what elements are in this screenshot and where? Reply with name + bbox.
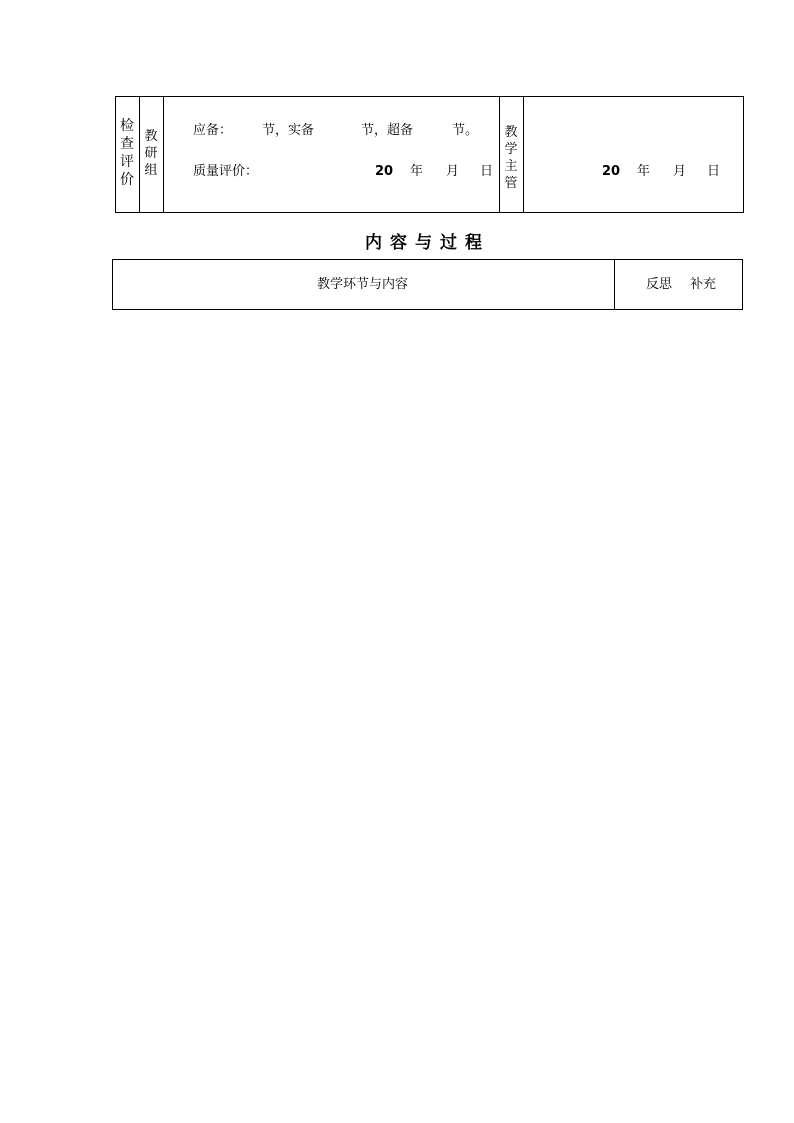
content-table-bottom-border xyxy=(112,309,743,310)
check-table-divider-2 xyxy=(163,96,164,213)
quality-evaluation-label: 质量评价： xyxy=(193,164,259,179)
group-date-month: 月 xyxy=(446,164,460,179)
reflection-header: 反思 xyxy=(646,277,673,292)
content-table xyxy=(0,250,794,320)
check-table-top-border xyxy=(115,96,744,97)
check-table-right-border xyxy=(743,96,744,213)
check-table-left-border xyxy=(115,96,116,213)
check-table-bottom-border xyxy=(115,212,744,213)
teaching-steps-header: 教学环节与内容 xyxy=(317,277,409,292)
content-table-top-border xyxy=(112,259,743,260)
check-evaluation-label: 检查评价 xyxy=(120,118,134,188)
actual-prepare-label: 节，实备 xyxy=(262,123,315,138)
supervisor-date-prefix: 20 xyxy=(602,164,621,179)
teaching-supervisor-label: 教学主管 xyxy=(504,125,518,191)
group-date-day: 日 xyxy=(480,164,494,179)
period-unit-label: 节。 xyxy=(452,123,479,138)
should-prepare-label: 应备： xyxy=(193,123,233,138)
extra-prepare-label: 节，超备 xyxy=(361,123,414,138)
check-table-divider-3 xyxy=(499,96,500,213)
teaching-research-group-label: 教研组 xyxy=(144,129,158,178)
supervisor-date-day: 日 xyxy=(707,164,721,179)
check-table-divider-1 xyxy=(139,96,140,213)
supervisor-date-month: 月 xyxy=(673,164,687,179)
supplement-header: 补充 xyxy=(690,277,717,292)
content-table-right-border xyxy=(742,259,743,310)
group-date-year: 年 xyxy=(410,164,424,179)
supervisor-date-year: 年 xyxy=(637,164,651,179)
check-table xyxy=(0,0,794,215)
section-title: 内容与过程 xyxy=(365,233,490,253)
content-table-divider xyxy=(614,259,615,310)
content-table-left-border xyxy=(112,259,113,310)
group-date-prefix: 20 xyxy=(375,164,394,179)
check-table-divider-4 xyxy=(523,96,524,213)
